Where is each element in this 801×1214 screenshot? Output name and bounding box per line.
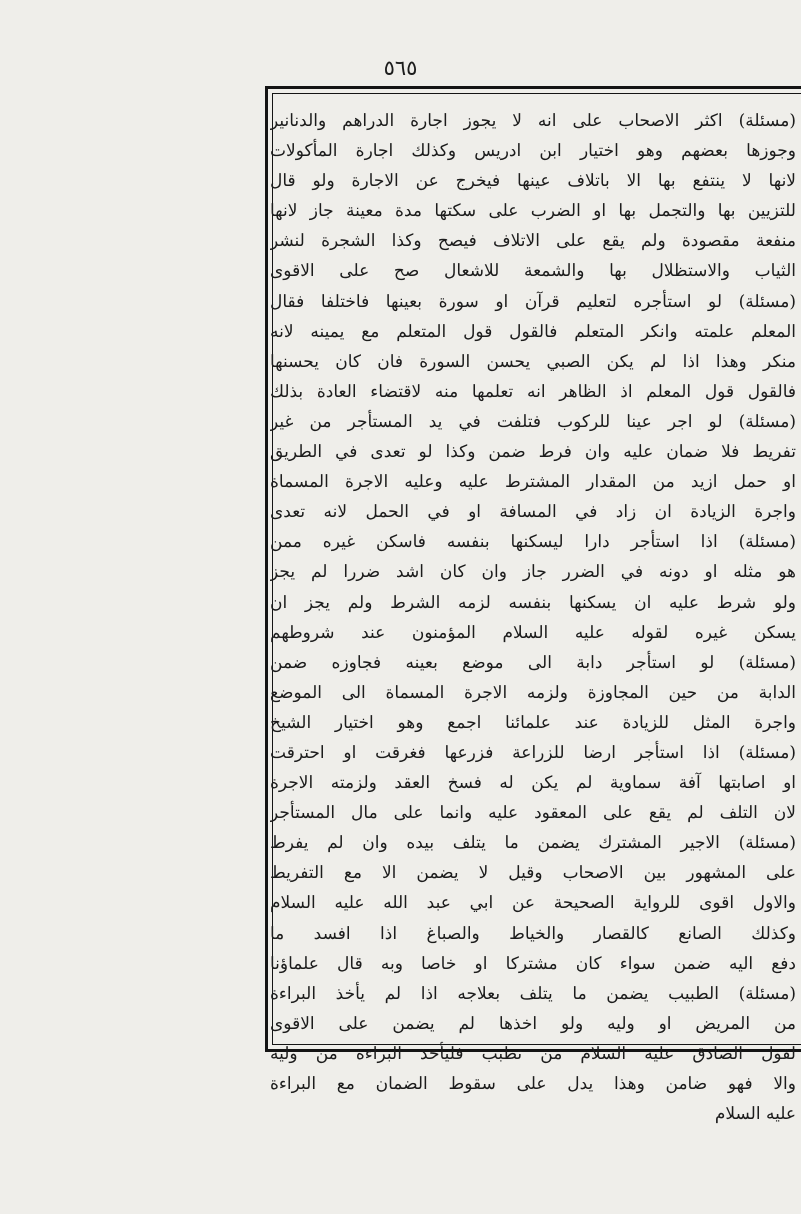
text-line: لقول الصادق عليه السلام من تطبب فليأخذ البراءة من وليه bbox=[270, 1043, 796, 1064]
text-line: والاول اقوى للرواية الصحيحة عن ابي عبد الله عليه السلام bbox=[270, 893, 796, 914]
text-line: (مسئلة) اذا استأجر دارا ليسكنها بنفسه فاسكن غيره ممن bbox=[270, 532, 796, 553]
text-line: دفع اليه ضمن سواء كان مشتركا او خاصا وبه قال علماؤنا bbox=[270, 953, 796, 974]
text-line: وجوزها بعضهم وهو اختيار ابن ادريس وكذلك اجارة المأكولات bbox=[270, 141, 796, 162]
text-line: (مسئلة) لو استأجره لتعليم قرآن او سورة بعينها فاختلفا فقال bbox=[270, 291, 796, 312]
text-line: واجرة الزيادة ان زاد في المسافة او في الحمل لانه تعدى bbox=[270, 502, 796, 523]
text-line: منفعة مقصودة ولم يقع على الاتلاف فيصح وكذا الشجرة لنشر bbox=[270, 231, 796, 252]
text-line: (مسئلة) الطبيب يضمن ما يتلف بعلاجه اذا لم يأخذ البراءة bbox=[270, 983, 796, 1004]
text-line: او حمل ازيد من المقدار المشترط عليه وعليه الاجرة المسماة bbox=[270, 472, 796, 493]
text-line: (مسئلة) لو اجر عينا للركوب فتلفت في يد المستأجر من غير bbox=[270, 411, 796, 432]
body-text bbox=[270, 106, 796, 1129]
text-line: (مسئلة) الاجير المشترك يضمن ما يتلف بيده وان لم يفرط bbox=[270, 833, 796, 854]
text-line: فالقول قول المعلم اذ الظاهر انه تعلمها منه لاقتضاء العادة بذلك bbox=[270, 381, 796, 402]
text-line: او اصابتها آفة سماوية لم يكن له فسخ العقد ولزمته الاجرة bbox=[270, 773, 796, 794]
page-number: ٥٦٥ bbox=[383, 56, 418, 80]
text-line: الدابة من حين المجاوزة ولزمه الاجرة المسماة الى الموضع bbox=[270, 682, 796, 703]
text-line: تفريط فلا ضمان عليه وان فرط ضمن وكذا لو تعدى في الطريق bbox=[270, 442, 796, 463]
text-line: من المريض او وليه ولو اخذها لم يضمن على الاقوى bbox=[270, 1013, 796, 1034]
text-line: عليه السلام bbox=[714, 1104, 796, 1125]
text-line: منكر وهذا اذا لم يكن الصبي يحسن السورة فان كان يحسنها bbox=[270, 351, 796, 372]
text-line: (مسئلة) اكثر الاصحاب على انه لا يجوز اجارة الدراهم والدنانير bbox=[270, 111, 796, 131]
text-line: لان التلف لم يقع على المعقود عليه وانما على مال المستأجر bbox=[270, 803, 796, 824]
text-line: واجرة المثل للزيادة عند علمائنا اجمع وهو اختيار الشيخ bbox=[270, 712, 796, 733]
text-line: المعلم علمته وانكر المتعلم فالقول قول المتعلم مع يمينه لانه bbox=[270, 321, 796, 342]
text-line: للتزيين بها والتجمل بها او الضرب على سكتها مدة معينة جاز لانها bbox=[270, 201, 796, 222]
text-line: الثياب والاستظلال بها والشمعة للاشعال صح على الاقوى bbox=[270, 261, 796, 282]
text-line: وكذلك الصانع كالقصار والخياط والصباغ اذا افسد ما bbox=[270, 923, 796, 944]
text-line: ولو شرط عليه ان يسكنها بنفسه لزمه الشرط ولم يجز ان bbox=[270, 592, 796, 613]
text-line: على المشهور بين الاصحاب وقيل لا يضمن الا مع التفريط bbox=[270, 863, 796, 884]
text-line: لانها لا ينتفع بها الا باتلاف عينها فيخرج عن الاجارة ولو قال bbox=[270, 171, 796, 192]
text-line: يسكن غيره لقوله عليه السلام المؤمنون عند شروطهم bbox=[270, 622, 796, 643]
text-line: (مسئلة) اذا استأجر ارضا للزراعة فزرعها فغرقت او احترقت bbox=[270, 742, 796, 763]
text-line: والا فهو ضامن وهذا يدل على سقوط الضمان مع البراءة bbox=[270, 1074, 796, 1094]
text-line: هو مثله او دونه في الضرر جاز وان كان اشد ضررا لم يجز bbox=[270, 562, 796, 583]
text-line: (مسئلة) لو استأجر دابة الى موضع بعينه فجاوزه ضمن bbox=[270, 652, 796, 673]
